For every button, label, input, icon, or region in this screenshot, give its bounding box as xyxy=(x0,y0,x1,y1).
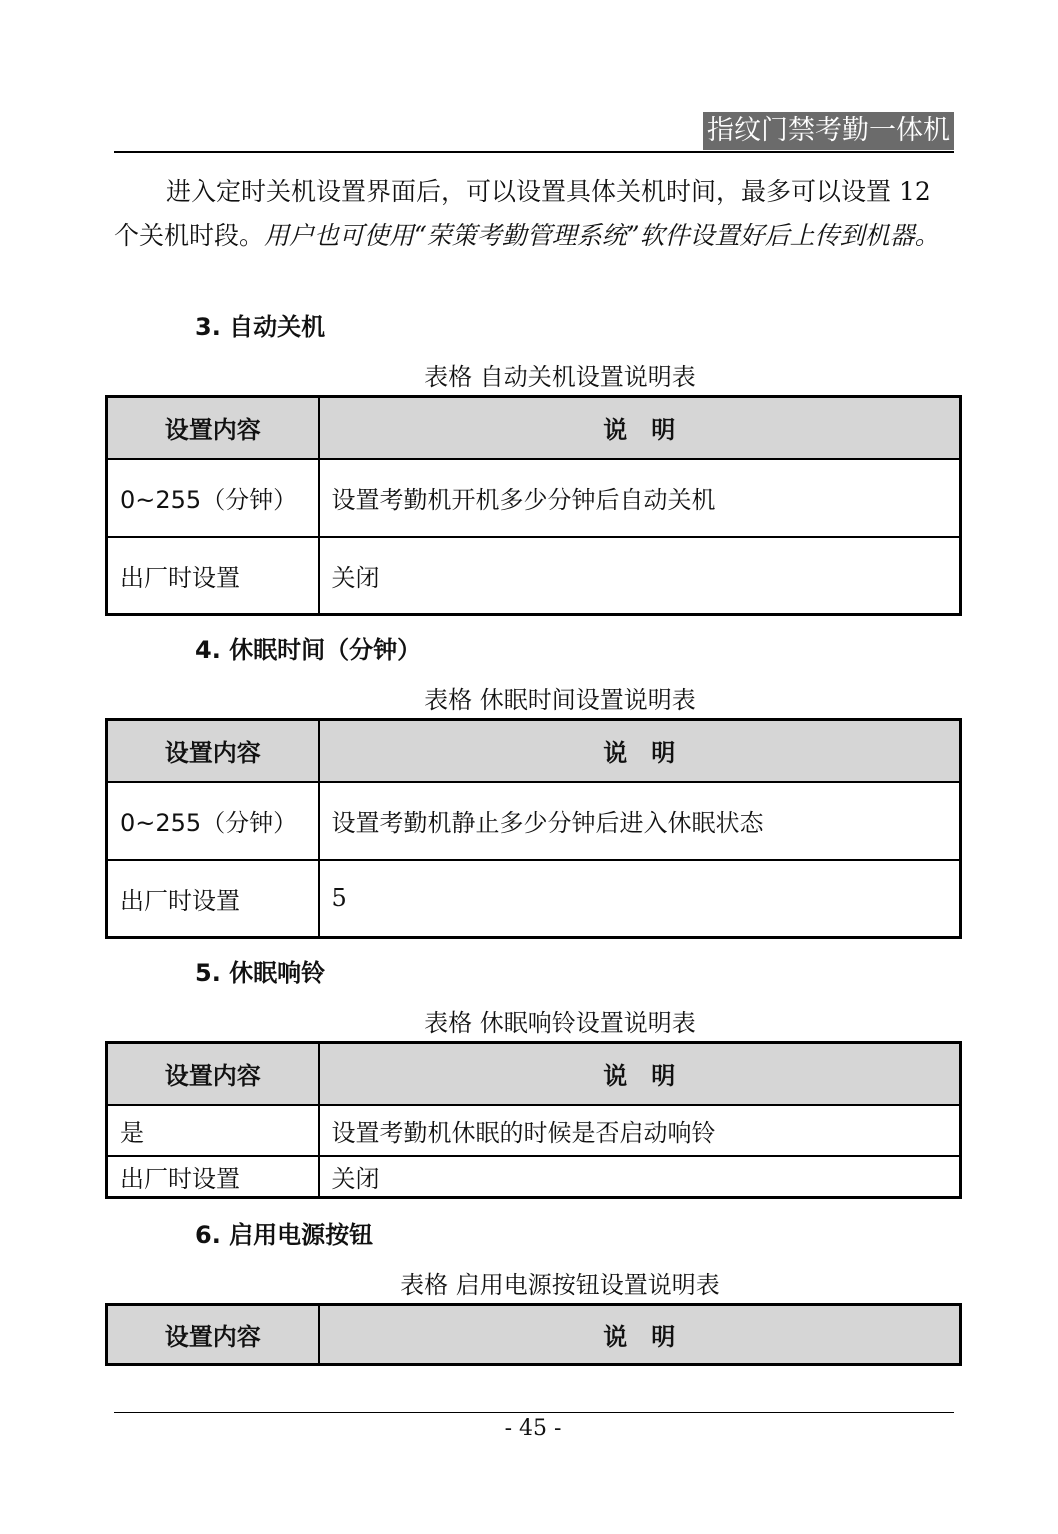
table-cell: 关闭 xyxy=(319,1156,961,1198)
settings-table-sleep-time xyxy=(105,718,962,939)
column-header: 设置内容 xyxy=(107,1043,319,1105)
settings-table-auto-shutdown xyxy=(105,395,962,616)
table-cell: 5 xyxy=(319,860,961,938)
table-header-row xyxy=(107,397,961,459)
table-cell: 关闭 xyxy=(319,537,961,615)
footer-divider xyxy=(114,1412,954,1413)
page-number: - 45 - xyxy=(504,1416,562,1441)
table-caption: 表格 休眠时间设置说明表 xyxy=(424,686,696,714)
table-caption: 表格 启用电源按钮设置说明表 xyxy=(400,1271,720,1299)
table-cell: 设置考勤机休眠的时候是否启动响铃 xyxy=(319,1105,961,1156)
table-caption: 表格 自动关机设置说明表 xyxy=(424,363,696,391)
table-cell: 是 xyxy=(107,1105,319,1156)
table-row xyxy=(107,459,961,537)
table-header-row xyxy=(107,1043,961,1105)
table-cell: 出厂时设置 xyxy=(107,537,319,615)
settings-table-sleep-bell xyxy=(105,1041,962,1199)
settings-table-power-button xyxy=(105,1303,962,1366)
table-header-row xyxy=(107,720,961,782)
table-cell: 出厂时设置 xyxy=(107,1156,319,1198)
table-row xyxy=(107,1156,961,1198)
table-header-row xyxy=(107,1305,961,1365)
section-heading: 6. 启用电源按钮 xyxy=(195,1221,374,1249)
section-heading: 5. 休眠响铃 xyxy=(195,959,326,987)
intro-text: 进入定时关机设置界面后，可以设置具体关机时间，最多可以设置 12 个关机时段。 xyxy=(114,177,931,250)
column-header: 说 明 xyxy=(319,1305,961,1365)
table-row xyxy=(107,860,961,938)
column-header: 说 明 xyxy=(319,397,961,459)
column-header: 说 明 xyxy=(319,720,961,782)
table-row xyxy=(107,782,961,860)
column-header: 设置内容 xyxy=(107,720,319,782)
table-row xyxy=(107,537,961,615)
table-cell: 0~255（分钟） xyxy=(107,782,319,860)
intro-italic-text: 用户也可使用“荣策考勤管理系统”软件设置好后上传到机器。 xyxy=(264,221,940,250)
table-row xyxy=(107,1105,961,1156)
section-heading: 4. 休眠时间（分钟） xyxy=(195,636,422,664)
column-header: 设置内容 xyxy=(107,1305,319,1365)
table-cell: 出厂时设置 xyxy=(107,860,319,938)
intro-paragraph xyxy=(114,170,954,258)
section-heading: 3. 自动关机 xyxy=(195,313,326,341)
document-header-title: 指纹门禁考勤一体机 xyxy=(703,112,954,150)
column-header: 设置内容 xyxy=(107,397,319,459)
table-cell: 0~255（分钟） xyxy=(107,459,319,537)
table-caption: 表格 休眠响铃设置说明表 xyxy=(424,1009,696,1037)
column-header: 说 明 xyxy=(319,1043,961,1105)
table-cell: 设置考勤机静止多少分钟后进入休眠状态 xyxy=(319,782,961,860)
header-divider xyxy=(114,151,954,153)
table-cell: 设置考勤机开机多少分钟后自动关机 xyxy=(319,459,961,537)
